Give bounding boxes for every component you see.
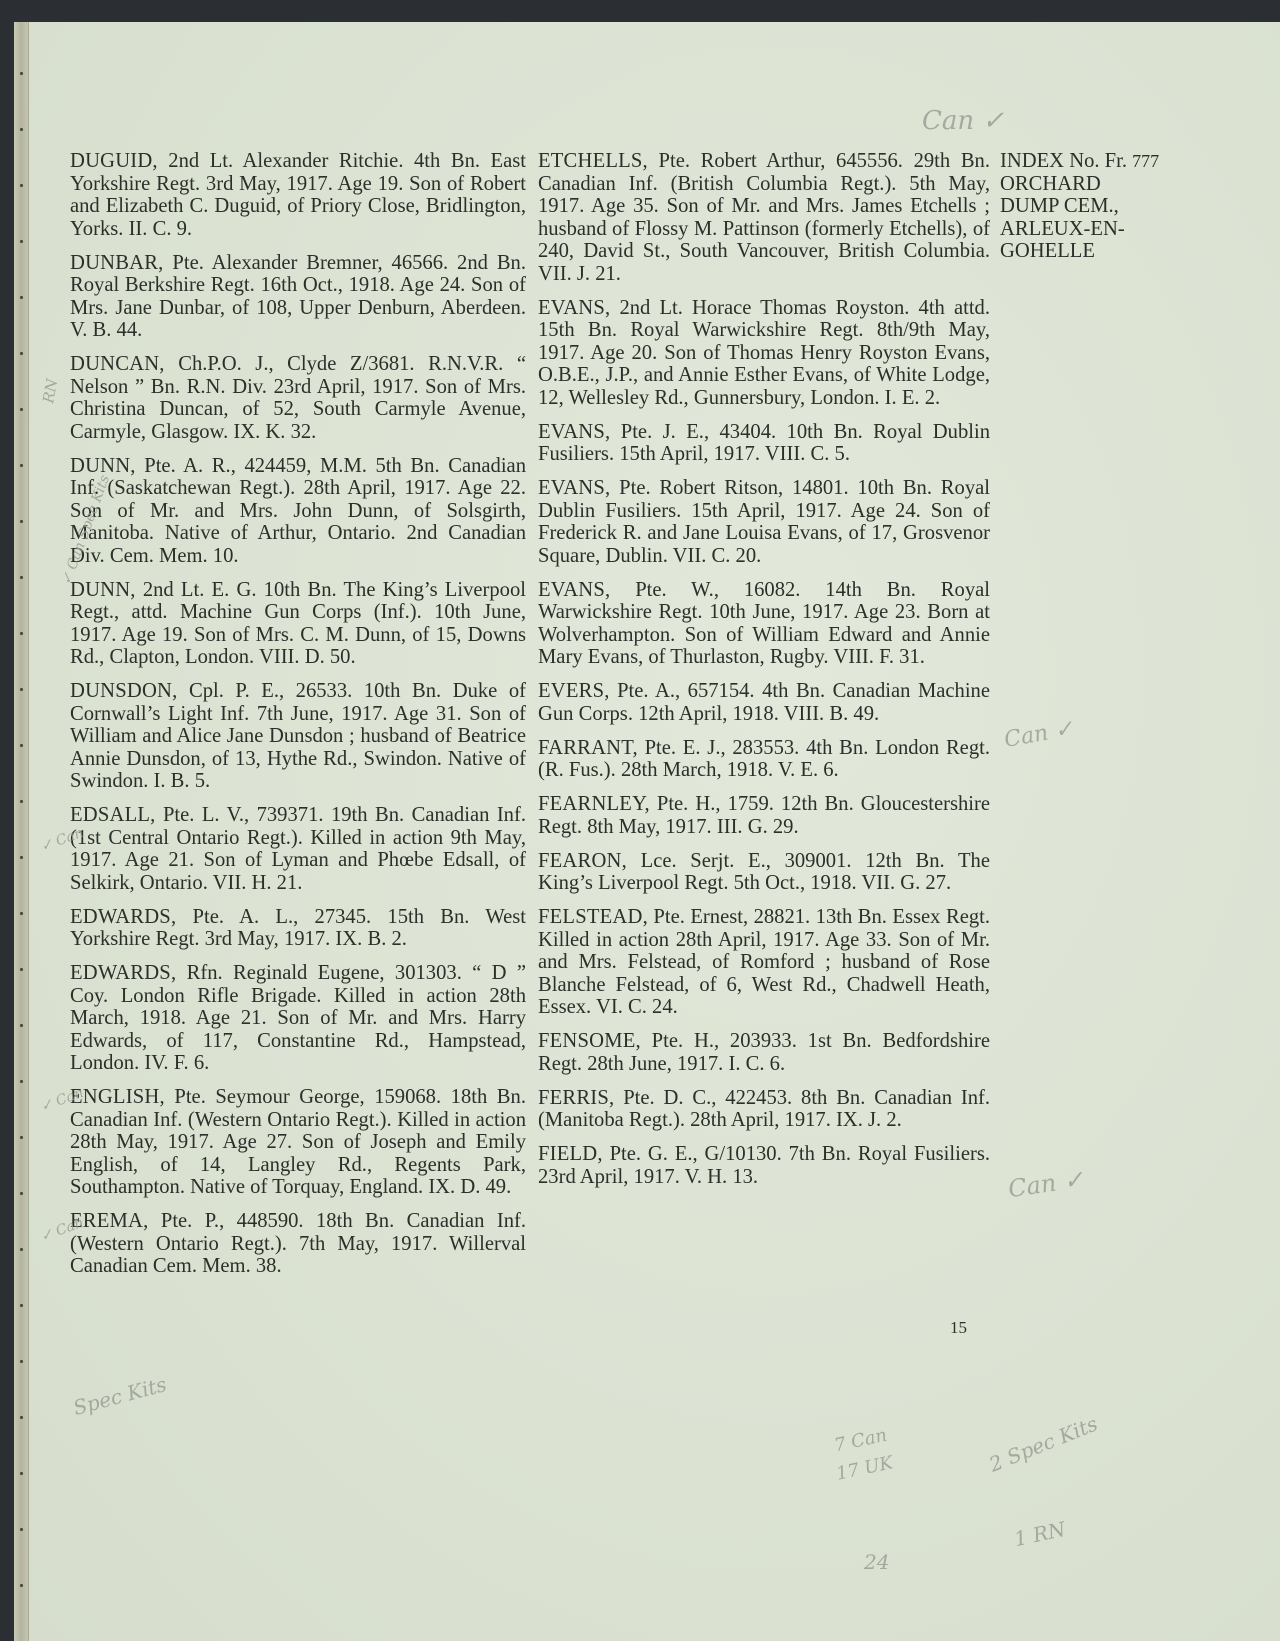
register-entry xyxy=(538,1030,990,1075)
register-entry xyxy=(70,680,526,793)
entry-details: Pte. A., 657154. 4th Bn. Canadian Machine Gun Corps. 12th April, 1918. VIII. B. 49. xyxy=(538,680,990,725)
entry-surname: FELSTEAD, xyxy=(538,906,648,928)
entry-surname: EDWARDS, xyxy=(70,905,177,928)
cemetery-name-line: GOHELLE xyxy=(1000,240,1095,262)
entry-details: Pte. Ernest, 28821. 13th Bn. Essex Regt. Killed in action 28th April, 1917. Age 33. Son of Mr. and Mrs. Felstead, of Romford ; husband of Rose Blanche Felstead, of 6, West Rd., Chadwell Heath, Essex. VI. C. 24. xyxy=(538,906,990,1018)
entry-details: Pte. H., 203933. 1st Bn. Bedfordshire Regt. 28th June, 1917. I. C. 6. xyxy=(538,1030,990,1075)
binding-stitch xyxy=(20,688,23,691)
binding-stitch xyxy=(20,856,23,859)
register-entry xyxy=(538,579,990,669)
entry-surname: DUNCAN, xyxy=(70,353,165,375)
annotation-total: 24 xyxy=(864,1550,890,1574)
annotation-ferris: Can ✓ xyxy=(1006,1164,1086,1204)
entry-details: 2nd Lt. Alexander Ritchie. 4th Bn. East Yorkshire Regt. 3rd May, 1917. Age 19. Son of Robert and Elizabeth C. Duguid, of Priory Close, Bridlington, Yorks. II. C. 9. xyxy=(70,150,526,240)
binding-stitch xyxy=(20,352,23,355)
entry-details: Pte. J. E., 43404. 10th Bn. Royal Dublin Fusiliers. 15th April, 1917. VIII. C. 5. xyxy=(538,420,990,465)
register-entry xyxy=(538,737,990,782)
register-entry xyxy=(538,793,990,838)
annotation-edsall: ✓ Can xyxy=(38,824,86,856)
register-entry xyxy=(70,252,526,342)
entry-details: Pte. P., 448590. 18th Bn. Canadian Inf. (Western Ontario Regt.). 7th May, 1917. Willerval Canadian Cem. Mem. 38. xyxy=(70,1210,526,1277)
entry-details: Pte. D. C., 422453. 8th Bn. Canadian Inf. (Manitoba Regt.). 28th April, 1917. IX. J. 2. xyxy=(538,1086,990,1131)
register-entry xyxy=(538,850,990,895)
binding-stitch xyxy=(20,1584,23,1587)
register-entry xyxy=(70,579,526,669)
index-number: 777 xyxy=(1132,151,1160,171)
entry-surname: DUNSDON, xyxy=(70,680,178,702)
entry-surname: FENSOME, xyxy=(538,1030,641,1052)
register-entry xyxy=(538,477,990,567)
entry-details: Pte. E. J., 283553. 4th Bn. London Regt. (R. Fus.). 28th March, 1918. V. E. 6. xyxy=(538,736,990,781)
entry-details: Pte. Robert Ritson, 14801. 10th Bn. Royal Dublin Fusiliers. 15th April, 1917. Age 24. Son of Frederick R. and Jane Louisa Evans, of 17, Grosvenor Square, Dublin. VII. C. 20. xyxy=(538,477,990,567)
entry-details: Ch.P.O. J., Clyde Z/3681. R.N.V.R. “ Nelson ” Bn. R.N. Div. 23rd April, 1917. Son of Mrs. Christina Duncan, of 52, South Carmyle Avenue, Carmyle, Glasgow. IX. K. 32. xyxy=(70,353,526,443)
annotation-english: ✓ Can xyxy=(38,1084,86,1116)
entry-surname: ENGLISH, xyxy=(70,1086,165,1108)
binding-stitch xyxy=(20,912,23,915)
binding-stitch xyxy=(20,744,23,747)
entry-details: 2nd Lt. Horace Thomas Royston. 4th attd. 15th Bn. Royal Warwickshire Regt. 8th/9th May, 1917. Age 20. Son of Thomas Henry Royston Evans, O.B.E., J.P., and Annie Esther Evans, of White Lodge, 12, Wellesley Rd., Gunnersbury, London. I. E. 2. xyxy=(538,296,990,409)
register-entry xyxy=(538,297,990,410)
binding-stitch xyxy=(20,184,23,187)
annotation-tally-spec-kits: 2 Spec Kits xyxy=(985,1411,1101,1477)
register-entry xyxy=(538,421,990,466)
register-entry xyxy=(70,455,526,568)
right-column xyxy=(538,150,990,1200)
document-page xyxy=(14,22,1280,1641)
binding-stitch xyxy=(20,800,23,803)
register-entry xyxy=(70,150,526,240)
register-entry xyxy=(70,906,526,951)
entry-details: Pte. H., 1759. 12th Bn. Gloucestershire Regt. 8th May, 1917. III. G. 29. xyxy=(538,793,990,838)
page-number: 15 xyxy=(950,1318,967,1337)
binding-stitch xyxy=(20,632,23,635)
binding-stitch xyxy=(20,1248,23,1251)
entry-details: Pte. Seymour George, 159068. 18th Bn. Canadian Inf. (Western Ontario Regt.). Killed in action 28th May, 1917. Age 27. Son of Joseph and Emily English, of 14, Langley Rd., Regents Park, Southampton. Native of Torquay, England. IX. D. 49. xyxy=(70,1086,526,1198)
binding-stitch xyxy=(20,464,23,467)
register-entry xyxy=(538,680,990,725)
binding-stitch xyxy=(20,1360,23,1363)
register-entry xyxy=(538,1143,990,1188)
register-entry xyxy=(538,1087,990,1132)
entry-surname: DUGUID, xyxy=(70,150,158,172)
entry-details: Pte. Alexander Bremner, 46566. 2nd Bn. Royal Berkshire Regt. 16th Oct., 1918. Age 24. Son of Mrs. Jane Dunbar, of 108, Upper Denburn, Aberdeen. V. B. 44. xyxy=(70,251,526,341)
annotation-tally-rn: 1 RN xyxy=(1012,1516,1068,1552)
entry-surname: FARRANT, xyxy=(538,736,638,759)
binding-stitch xyxy=(20,408,23,411)
entry-surname: FERRIS, xyxy=(538,1086,615,1109)
binding-stitch xyxy=(20,1080,23,1083)
binding-stitch xyxy=(20,1024,23,1027)
annotation-duncan: RN xyxy=(39,377,62,405)
binding-stitch xyxy=(20,1528,23,1531)
entry-surname: EDSALL, xyxy=(70,804,156,826)
entry-details: Pte. L. V., 739371. 19th Bn. Canadian Inf. (1st Central Ontario Regt.). Killed in action 9th May, 1917. Age 21. Son of Lyman and Phœbe Edsall, of Selkirk, Ontario. VII. H. 21. xyxy=(70,804,526,894)
annotation-spec-kits: Spec Kits xyxy=(70,1372,170,1420)
entry-surname: FEARNLEY, xyxy=(538,793,650,815)
entry-details: Lce. Serjt. E., 309001. 12th Bn. The King’s Liverpool Regt. 5th Oct., 1918. VII. G. 27. xyxy=(538,849,990,894)
register-entry xyxy=(538,150,990,285)
entry-surname: EVANS, xyxy=(538,420,611,443)
annotation-evers: Can ✓ xyxy=(1002,716,1076,753)
cemetery-index-block xyxy=(1000,150,1159,263)
annotation-top-right: Can ✓ xyxy=(922,106,1005,136)
entry-details: Rfn. Reginald Eugene, 301303. “ D ” Coy. London Rifle Brigade. Killed in action 28th March, 1918. Age 21. Son of Mr. and Mrs. Harry Edwards, of 117, Constantine Rd., Hampstead, London. IV. F. 6. xyxy=(70,962,526,1074)
annotation-tally-uk: 17 UK xyxy=(834,1452,895,1485)
entry-surname: EREMA, xyxy=(70,1210,149,1232)
binding-stitch xyxy=(20,128,23,131)
register-entry xyxy=(70,353,526,443)
entry-surname: FEARON, xyxy=(538,849,627,872)
entry-surname: EVANS, xyxy=(538,477,611,499)
register-entry xyxy=(70,1210,526,1278)
left-column xyxy=(70,150,526,1289)
entry-surname: EVERS, xyxy=(538,680,610,702)
binding-stitch xyxy=(20,1192,23,1195)
binding-stitch xyxy=(20,1304,23,1307)
entry-surname: DUNBAR, xyxy=(70,251,164,274)
binding-stitch xyxy=(20,1416,23,1419)
entry-surname: EDWARDS, xyxy=(70,962,177,984)
binding-stitch xyxy=(20,576,23,579)
entry-surname: EVANS, xyxy=(538,578,611,601)
entry-surname: DUNN, xyxy=(70,454,136,477)
register-entry xyxy=(70,804,526,894)
annotation-erema: ✓ Can xyxy=(38,1214,86,1246)
index-number-line xyxy=(1000,150,1159,173)
binding-stitch xyxy=(20,968,23,971)
annotation-tally-can: 7 Can xyxy=(832,1424,889,1457)
annotation-dunn: ✓ Can Spec Kits xyxy=(58,472,114,588)
register-entry xyxy=(70,1086,526,1199)
entry-details: Pte. W., 16082. 14th Bn. Royal Warwickshire Regt. 10th June, 1917. Age 23. Born at Wolverhampton. Son of William Edward and Annie Mary Evans, of Thurlaston, Rugby. VIII. F. 31. xyxy=(538,578,990,668)
entry-details: Pte. A. L., 27345. 15th Bn. West Yorkshire Regt. 3rd May, 1917. IX. B. 2. xyxy=(70,905,526,950)
entry-surname: EVANS, xyxy=(538,296,611,319)
register-entry xyxy=(70,962,526,1075)
entry-details: Cpl. P. E., 26533. 10th Bn. Duke of Cornwall’s Light Inf. 7th June, 1917. Age 31. Son of William and Alice Jane Dunsdon ; husband of Beatrice Annie Dunsdon, of 13, Hythe Rd., Swindon. Native of Swindon. I. B. 5. xyxy=(70,680,526,792)
index-label: INDEX No. Fr. xyxy=(1000,150,1127,172)
entry-surname: DUNN, xyxy=(70,578,136,601)
entry-details: Pte. G. E., G/10130. 7th Bn. Royal Fusiliers. 23rd April, 1917. V. H. 13. xyxy=(538,1143,990,1188)
binding-stitch xyxy=(20,296,23,299)
register-entry xyxy=(538,906,990,1019)
binding-spine xyxy=(14,22,29,1641)
binding-stitch xyxy=(20,1136,23,1139)
entry-surname: ETCHELLS, xyxy=(538,150,648,172)
entry-details: Pte. A. R., 424459, M.M. 5th Bn. Canadian Inf. (Saskatchewan Regt.). 28th April, 1917. Age 22. Son of Mr. and Mrs. John Dunn, of Solsgirth, Manitoba. Native of Arthur, Ontario. 2nd Canadian Div. Cem. Mem. 10. xyxy=(70,454,526,567)
entry-details: Pte. Robert Arthur, 645556. 29th Bn. Canadian Inf. (British Columbia Regt.). 5th May, 1917. Age 35. Son of Mr. and Mrs. James Etchells ; husband of Flossy M. Pattinson (formerly Etchells), of 240, David St., South Vancouver, British Columbia. VII. J. 21. xyxy=(538,150,990,285)
cemetery-name-line: ORCHARD xyxy=(1000,172,1101,195)
binding-stitch xyxy=(20,240,23,243)
binding-stitch xyxy=(20,520,23,523)
cemetery-name-line: DUMP CEM., xyxy=(1000,195,1119,217)
binding-stitch xyxy=(20,72,23,75)
entry-details: 2nd Lt. E. G. 10th Bn. The King’s Liverpool Regt., attd. Machine Gun Corps (Inf.). 10th June, 1917. Age 19. Son of Mrs. C. M. Dunn, of 15, Downs Rd., Clapton, London. VIII. D. 50. xyxy=(70,578,526,668)
binding-stitch xyxy=(20,1472,23,1475)
entry-surname: FIELD, xyxy=(538,1143,603,1165)
cemetery-name-line: ARLEUX-EN- xyxy=(1000,217,1125,240)
